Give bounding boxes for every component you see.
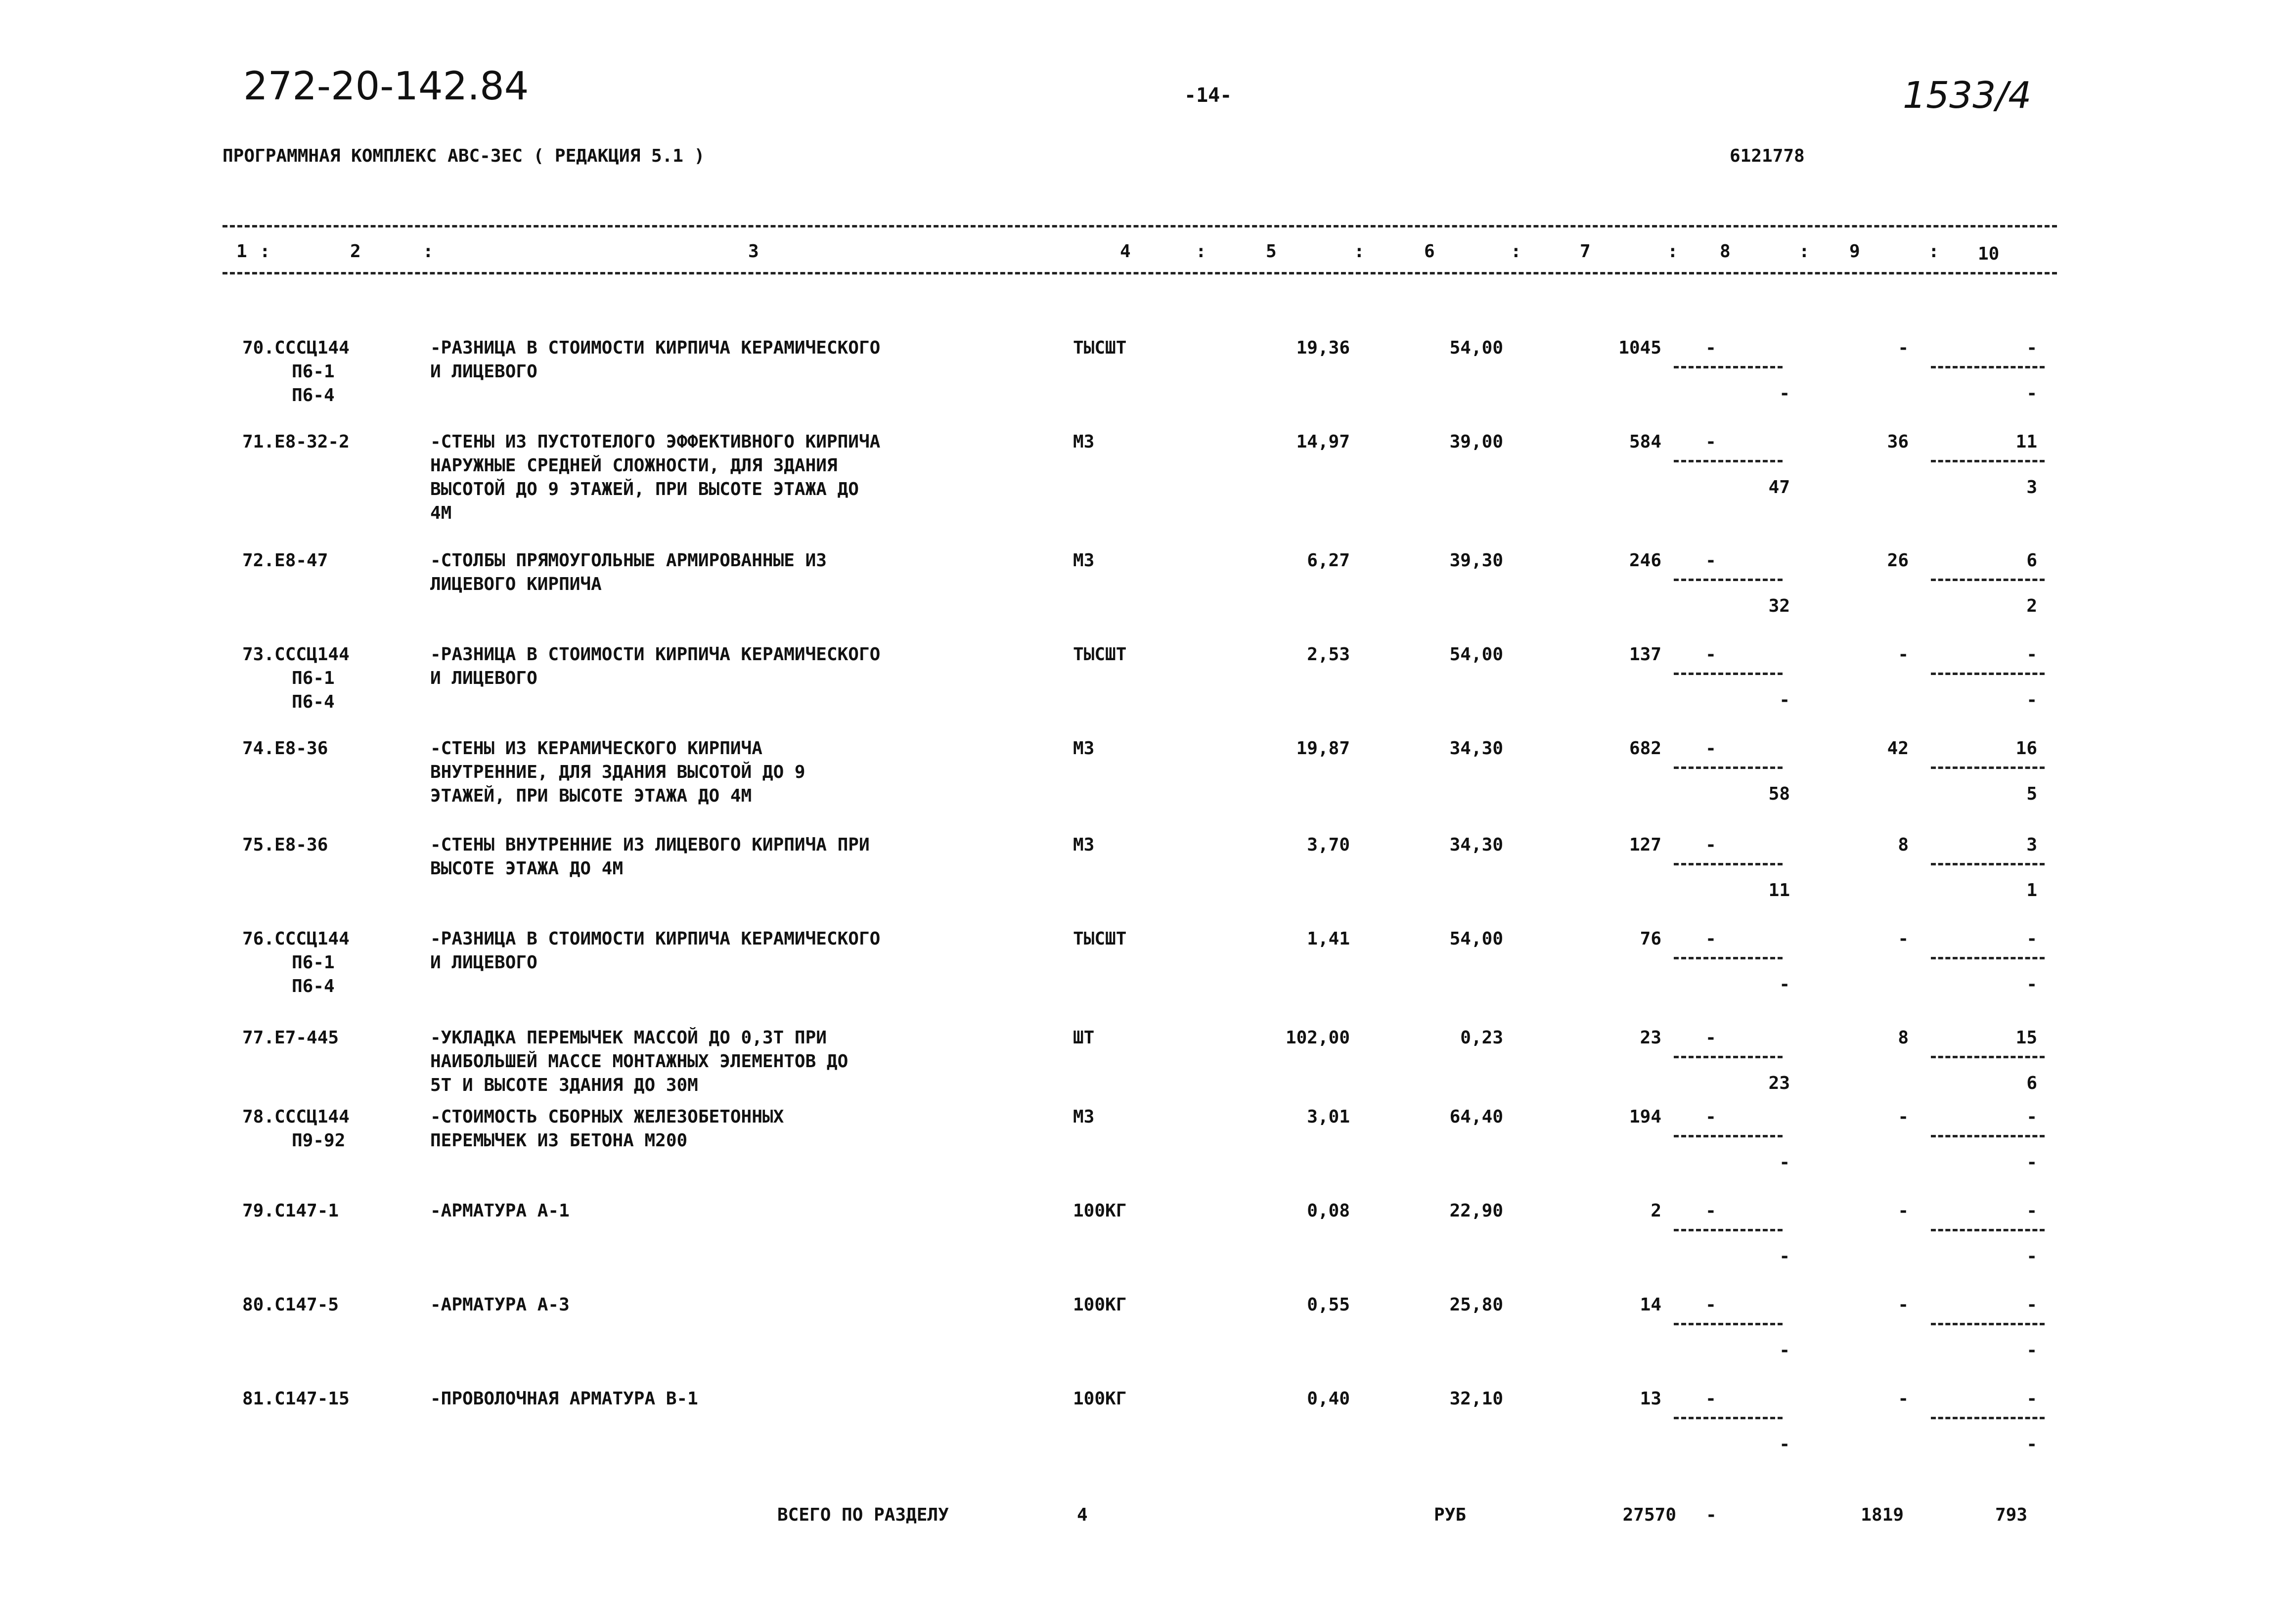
row-col8-bottom: 11 <box>1768 880 1790 901</box>
col10-fraction-line <box>1931 863 2045 865</box>
row-total: 584 <box>1629 432 1661 452</box>
col8-fraction-line <box>1674 1229 1783 1231</box>
row-description: 4М <box>430 503 452 523</box>
row-description: ВЫСОТОЙ ДО 9 ЭТАЖЕЙ, ПРИ ВЫСОТЕ ЭТАЖА ДО <box>430 479 859 499</box>
col-sep: : <box>1196 241 1206 262</box>
row-quantity: 14,97 <box>1296 432 1350 452</box>
row-col9: 26 <box>1887 550 1909 571</box>
row-code: П6-4 <box>292 692 335 712</box>
row-unit-price: 54,00 <box>1449 338 1503 358</box>
col8-fraction-line <box>1674 460 1783 462</box>
col10-fraction-line <box>1931 579 2045 581</box>
row-code: П6-1 <box>292 952 335 973</box>
col8-fraction-line <box>1674 1056 1783 1058</box>
row-unit: М3 <box>1073 550 1095 571</box>
row-unit-price: 0,23 <box>1460 1028 1503 1048</box>
row-col10-bottom: 3 <box>2026 477 2037 497</box>
row-unit: ТЫСШТ <box>1073 929 1127 949</box>
row-col8-bottom: - <box>1779 1434 1790 1454</box>
col10-fraction-line <box>1931 1323 2045 1325</box>
row-col8-bottom: - <box>1779 1340 1790 1360</box>
row-description: ПЕРЕМЫЧЕК ИЗ БЕТОНА М200 <box>430 1130 688 1151</box>
row-description: ВЫСОТЕ ЭТАЖА ДО 4М <box>430 858 624 879</box>
row-col10-bottom: - <box>2026 383 2037 404</box>
row-col10-top: 3 <box>2026 835 2037 855</box>
row-unit: 100КГ <box>1073 1201 1127 1221</box>
row-unit: 100КГ <box>1073 1389 1127 1409</box>
row-col10-top: - <box>2026 1389 2037 1409</box>
row-quantity: 19,36 <box>1296 338 1350 358</box>
row-description: ЭТАЖЕЙ, ПРИ ВЫСОТЕ ЭТАЖА ДО 4М <box>430 786 752 806</box>
row-col10-top: 11 <box>2015 432 2037 452</box>
col8-fraction-line <box>1674 1417 1783 1419</box>
row-description: -УКЛАДКА ПЕРЕМЫЧЕК МАССОЙ ДО 0,3Т ПРИ <box>430 1028 827 1048</box>
row-col8-top: - <box>1705 929 1716 949</box>
program-line: ПРОГРАММНАЯ КОМПЛЕКС АВС-ЗЕС ( РЕДАКЦИЯ 5.1 ) <box>223 146 705 166</box>
row-col9: - <box>1898 1389 1909 1409</box>
row-description: -СТОИМОСТЬ СБОРНЫХ ЖЕЛЕЗОБЕТОННЫХ <box>430 1107 784 1127</box>
row-code: 70.СССЦ144 <box>242 338 350 358</box>
row-code: 73.СССЦ144 <box>242 644 350 665</box>
row-unit: М3 <box>1073 432 1095 452</box>
col10-fraction-line <box>1931 366 2045 368</box>
row-col9: 8 <box>1898 1028 1909 1048</box>
row-unit-price: 22,90 <box>1449 1201 1503 1221</box>
row-col10-top: - <box>2026 644 2037 665</box>
col-sep: : <box>1667 241 1678 262</box>
row-col10-top: 16 <box>2015 738 2037 759</box>
row-col8-top: - <box>1705 338 1716 358</box>
col10-fraction-line <box>1931 1417 2045 1419</box>
row-unit-price: 39,00 <box>1449 432 1503 452</box>
row-code: 76.СССЦ144 <box>242 929 350 949</box>
row-col10-bottom: - <box>2026 1152 2037 1173</box>
row-code: П9-92 <box>292 1130 346 1151</box>
row-description: И ЛИЦЕВОГО <box>430 668 537 688</box>
doc-code: 272-20-142.84 <box>243 64 529 109</box>
row-unit: 100КГ <box>1073 1295 1127 1315</box>
row-code: 75.Е8-36 <box>242 835 328 855</box>
row-total: 14 <box>1640 1295 1661 1315</box>
row-col10-top: - <box>2026 1201 2037 1221</box>
row-description: -АРМАТУРА А-1 <box>430 1201 570 1221</box>
row-unit: ШТ <box>1073 1028 1095 1048</box>
row-col9: - <box>1898 1295 1909 1315</box>
col10-fraction-line <box>1931 1056 2045 1058</box>
row-col8-top: - <box>1705 1107 1716 1127</box>
sheet-ref: 1533/4 <box>1903 74 2032 117</box>
col10-fraction-line <box>1931 1229 2045 1231</box>
section-col8-value: - <box>1706 1505 1717 1525</box>
col-header-3: 3 <box>748 241 759 262</box>
row-col9: - <box>1898 644 1909 665</box>
row-total: 76 <box>1640 929 1661 949</box>
row-description: -СТЕНЫ ВНУТРЕННИЕ ИЗ ЛИЦЕВОГО КИРПИЧА ПРИ <box>430 835 870 855</box>
row-unit-price: 34,30 <box>1449 835 1503 855</box>
row-unit-price: 64,40 <box>1449 1107 1503 1127</box>
row-quantity: 0,40 <box>1307 1389 1350 1409</box>
row-unit-price: 34,30 <box>1449 738 1503 759</box>
row-code: 79.С147-1 <box>242 1201 339 1221</box>
row-code: 72.Е8-47 <box>242 550 328 571</box>
row-col8-bottom: 47 <box>1768 477 1790 497</box>
row-total: 13 <box>1640 1389 1661 1409</box>
row-total: 127 <box>1629 835 1661 855</box>
row-col8-top: - <box>1705 1295 1716 1315</box>
row-col8-top: - <box>1705 1201 1716 1221</box>
row-code: 77.Е7-445 <box>242 1028 339 1048</box>
col-sep: : <box>1928 241 1939 262</box>
col-header-9: 9 <box>1849 241 1860 262</box>
row-unit: ТЫСШТ <box>1073 644 1127 665</box>
row-col8-top: - <box>1705 644 1716 665</box>
row-description: ВНУТРЕННИЕ, ДЛЯ ЗДАНИЯ ВЫСОТОЙ ДО 9 <box>430 762 805 782</box>
row-total: 2 <box>1651 1201 1661 1221</box>
row-unit-price: 54,00 <box>1449 644 1503 665</box>
row-code: 71.Е8-32-2 <box>242 432 350 452</box>
row-unit: ТЫСШТ <box>1073 338 1127 358</box>
section-col9-value: 1819 <box>1861 1505 1904 1525</box>
row-col9: - <box>1898 338 1909 358</box>
row-col9: - <box>1898 1201 1909 1221</box>
row-col10-top: - <box>2026 929 2037 949</box>
section-number: 4 <box>1077 1505 1088 1525</box>
col8-fraction-line <box>1674 579 1783 581</box>
row-total: 194 <box>1629 1107 1661 1127</box>
row-quantity: 6,27 <box>1307 550 1350 571</box>
col-sep: : <box>1799 241 1810 262</box>
header-rule-bottom <box>223 272 2057 274</box>
section-total-value: 27570 <box>1622 1505 1676 1525</box>
col8-fraction-line <box>1674 1135 1783 1137</box>
col-sep: : <box>423 241 434 262</box>
row-col9: 42 <box>1887 738 1909 759</box>
row-unit-price: 39,30 <box>1449 550 1503 571</box>
header-rule-top <box>223 225 2057 227</box>
col8-fraction-line <box>1674 767 1783 769</box>
row-col10-bottom: 1 <box>2026 880 2037 901</box>
row-quantity: 0,55 <box>1307 1295 1350 1315</box>
row-unit-price: 25,80 <box>1449 1295 1503 1315</box>
col-sep: : <box>260 241 270 262</box>
col10-fraction-line <box>1931 673 2045 675</box>
row-col8-bottom: - <box>1779 383 1790 404</box>
col-header-8: 8 <box>1720 241 1731 262</box>
row-description: -СТЕНЫ ИЗ ПУСТОТЕЛОГО ЭФФЕКТИВНОГО КИРПИЧА <box>430 432 881 452</box>
row-col8-bottom: - <box>1779 1246 1790 1266</box>
row-total: 682 <box>1629 738 1661 759</box>
row-total: 1045 <box>1618 338 1661 358</box>
row-total: 23 <box>1640 1028 1661 1048</box>
row-quantity: 0,08 <box>1307 1201 1350 1221</box>
row-col8-top: - <box>1705 1389 1716 1409</box>
row-col9: 36 <box>1887 432 1909 452</box>
col-sep: : <box>1511 241 1521 262</box>
row-quantity: 3,01 <box>1307 1107 1350 1127</box>
row-col8-bottom: 32 <box>1768 596 1790 616</box>
row-col10-top: 6 <box>2026 550 2037 571</box>
row-col8-top: - <box>1705 550 1716 571</box>
row-code: П6-4 <box>292 976 335 996</box>
row-col8-bottom: - <box>1779 1152 1790 1173</box>
row-col10-bottom: - <box>2026 1434 2037 1454</box>
row-code: П6-1 <box>292 361 335 382</box>
row-description: -СТЕНЫ ИЗ КЕРАМИЧЕСКОГО КИРПИЧА <box>430 738 762 759</box>
section-currency: РУБ <box>1434 1505 1467 1525</box>
row-col8-bottom: 23 <box>1768 1073 1790 1093</box>
col-header-1: 1 <box>236 241 247 262</box>
row-col9: - <box>1898 1107 1909 1127</box>
row-description: -РАЗНИЦА В СТОИМОСТИ КИРПИЧА КЕРАМИЧЕСКОГО <box>430 929 881 949</box>
row-code: 81.С147-15 <box>242 1389 350 1409</box>
col10-fraction-line <box>1931 957 2045 959</box>
row-col8-top: - <box>1705 835 1716 855</box>
row-unit-price: 54,00 <box>1449 929 1503 949</box>
section-col10-value: 793 <box>1995 1505 2027 1525</box>
row-col8-top: - <box>1705 432 1716 452</box>
row-col10-bottom: - <box>2026 690 2037 710</box>
row-description: -РАЗНИЦА В СТОИМОСТИ КИРПИЧА КЕРАМИЧЕСКОГО <box>430 338 881 358</box>
col-header-7: 7 <box>1580 241 1591 262</box>
row-col8-bottom: 58 <box>1768 784 1790 804</box>
row-unit: М3 <box>1073 835 1095 855</box>
row-col10-bottom: 5 <box>2026 784 2037 804</box>
row-description: -АРМАТУРА А-3 <box>430 1295 570 1315</box>
row-col10-top: - <box>2026 1295 2037 1315</box>
row-col10-bottom: - <box>2026 974 2037 994</box>
col-header-4: 4 <box>1120 241 1131 262</box>
row-col9: 8 <box>1898 835 1909 855</box>
row-col10-top: 15 <box>2015 1028 2037 1048</box>
row-col10-top: - <box>2026 338 2037 358</box>
row-description: И ЛИЦЕВОГО <box>430 361 537 382</box>
row-description: -РАЗНИЦА В СТОИМОСТИ КИРПИЧА КЕРАМИЧЕСКОГО <box>430 644 881 665</box>
col8-fraction-line <box>1674 863 1783 865</box>
row-unit: М3 <box>1073 1107 1095 1127</box>
row-description: НАРУЖНЫЕ СРЕДНЕЙ СЛОЖНОСТИ, ДЛЯ ЗДАНИЯ <box>430 455 838 476</box>
row-unit-price: 32,10 <box>1449 1389 1503 1409</box>
row-code: 74.Е8-36 <box>242 738 328 759</box>
row-quantity: 19,87 <box>1296 738 1350 759</box>
col-header-6: 6 <box>1424 241 1435 262</box>
col-header-2: 2 <box>350 241 361 262</box>
row-unit: М3 <box>1073 738 1095 759</box>
col8-fraction-line <box>1674 957 1783 959</box>
col-header-5: 5 <box>1266 241 1277 262</box>
col8-fraction-line <box>1674 366 1783 368</box>
doc-number: 6121778 <box>1730 146 1805 166</box>
col-header-10: 10 <box>1978 244 2000 264</box>
row-total: 246 <box>1629 550 1661 571</box>
row-col8-bottom: - <box>1779 690 1790 710</box>
row-col10-top: - <box>2026 1107 2037 1127</box>
row-quantity: 102,00 <box>1285 1028 1350 1048</box>
row-code: 78.СССЦ144 <box>242 1107 350 1127</box>
col-sep: : <box>1354 241 1365 262</box>
row-col10-bottom: 6 <box>2026 1073 2037 1093</box>
row-code: П6-1 <box>292 668 335 688</box>
row-col10-bottom: - <box>2026 1340 2037 1360</box>
row-description: НАИБОЛЬШЕЙ МАССЕ МОНТАЖНЫХ ЭЛЕМЕНТОВ ДО <box>430 1051 849 1072</box>
row-description: -ПРОВОЛОЧНАЯ АРМАТУРА В-1 <box>430 1389 698 1409</box>
col10-fraction-line <box>1931 460 2045 462</box>
row-col8-top: - <box>1705 738 1716 759</box>
row-col9: - <box>1898 929 1909 949</box>
row-code: 80.С147-5 <box>242 1295 339 1315</box>
row-quantity: 3,70 <box>1307 835 1350 855</box>
row-description: И ЛИЦЕВОГО <box>430 952 537 973</box>
row-col10-bottom: - <box>2026 1246 2037 1266</box>
col8-fraction-line <box>1674 1323 1783 1325</box>
row-quantity: 1,41 <box>1307 929 1350 949</box>
row-description: -СТОЛБЫ ПРЯМОУГОЛЬНЫЕ АРМИРОВАННЫЕ ИЗ <box>430 550 827 571</box>
row-total: 137 <box>1629 644 1661 665</box>
section-total-label: ВСЕГО ПО РАЗДЕЛУ <box>777 1505 949 1525</box>
row-description: ЛИЦЕВОГО КИРПИЧА <box>430 574 602 594</box>
page-mark: -14- <box>1184 84 1232 107</box>
row-code: П6-4 <box>292 385 335 406</box>
row-description: 5Т И ВЫСОТЕ ЗДАНИЯ ДО 30М <box>430 1075 698 1095</box>
col10-fraction-line <box>1931 767 2045 769</box>
row-quantity: 2,53 <box>1307 644 1350 665</box>
row-col8-top: - <box>1705 1028 1716 1048</box>
col8-fraction-line <box>1674 673 1783 675</box>
row-col10-bottom: 2 <box>2026 596 2037 616</box>
col10-fraction-line <box>1931 1135 2045 1137</box>
row-col8-bottom: - <box>1779 974 1790 994</box>
